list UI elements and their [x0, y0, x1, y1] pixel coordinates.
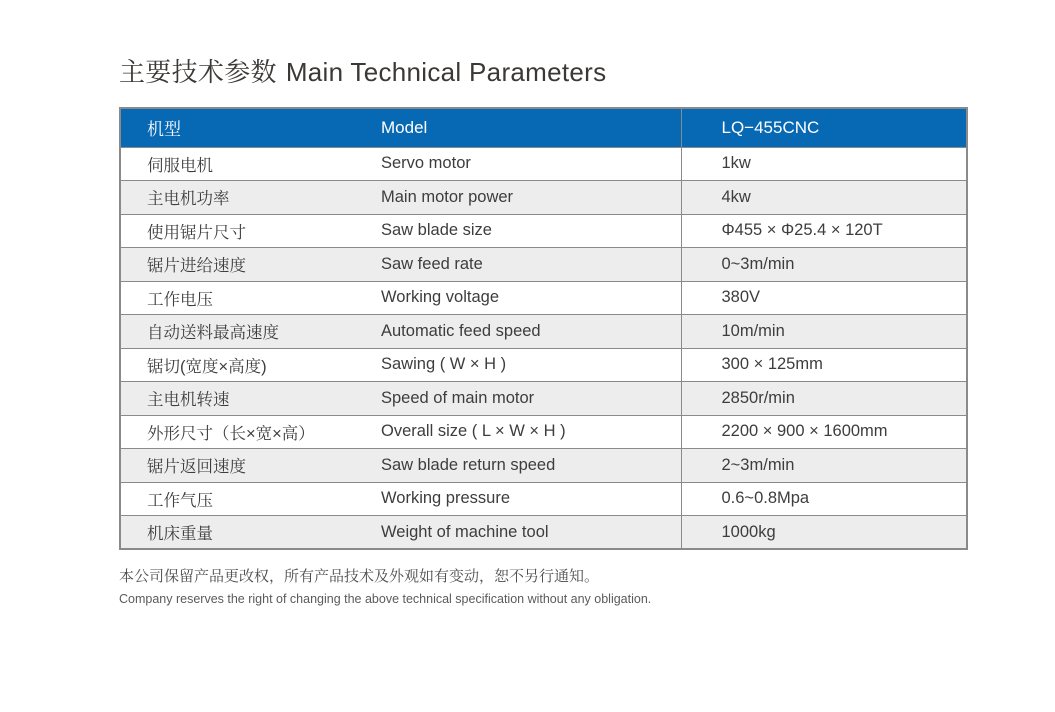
table-row	[120, 382, 967, 416]
param-value: Φ455 × Φ25.4 × 120T	[681, 214, 967, 248]
page-title-en: Main Technical Parameters	[285, 57, 607, 87]
page-title-zh: 主要技术参数	[119, 57, 277, 87]
param-name-en: Weight of machine tool	[381, 516, 681, 550]
table-header-row	[120, 108, 967, 147]
table-row	[120, 415, 967, 449]
param-value: 10m/min	[681, 315, 967, 349]
table-row	[120, 181, 967, 215]
param-name-en: Main motor power	[381, 181, 681, 215]
param-name-zh: 机床重量	[120, 516, 381, 550]
disclaimer-zh: 本公司保留产品更改权，所有产品技术及外观如有变动，恕不另行通知。	[119, 568, 600, 585]
param-name-zh: 锯切(宽度×高度)	[120, 348, 381, 382]
param-name-zh: 使用锯片尺寸	[120, 214, 381, 248]
param-name-zh: 主电机转速	[120, 382, 381, 416]
param-name-en: Overall size ( L × W × H )	[381, 415, 681, 449]
table-row	[120, 516, 967, 550]
param-value: 2850r/min	[681, 382, 967, 416]
param-name-zh: 伺服电机	[120, 147, 381, 181]
header-model-value: LQ−455CNC	[681, 108, 967, 147]
param-name-en: Saw feed rate	[381, 248, 681, 282]
table-row	[120, 147, 967, 181]
param-value: 300 × 125mm	[681, 348, 967, 382]
table-row	[120, 482, 967, 516]
param-value: 0.6~0.8Mpa	[681, 482, 967, 516]
header-label-zh: 机型	[120, 108, 381, 147]
param-value: 4kw	[681, 181, 967, 215]
param-value: 1kw	[681, 147, 967, 181]
param-name-zh: 锯片进给速度	[120, 248, 381, 282]
param-name-en: Servo motor	[381, 147, 681, 181]
disclaimer-en: Company reserves the right of changing the above technical specification without any obligation.	[119, 592, 652, 606]
param-value: 2200 × 900 × 1600mm	[681, 415, 967, 449]
table-row	[120, 315, 967, 349]
disclaimer	[119, 566, 651, 608]
param-name-zh: 工作电压	[120, 281, 381, 315]
table-row	[120, 214, 967, 248]
param-name-en: Working voltage	[381, 281, 681, 315]
param-name-zh: 自动送料最高速度	[120, 315, 381, 349]
param-value: 0~3m/min	[681, 248, 967, 282]
table-row	[120, 348, 967, 382]
table-row	[120, 449, 967, 483]
parameters-table	[119, 107, 968, 550]
param-name-zh: 锯片返回速度	[120, 449, 381, 483]
param-name-en: Automatic feed speed	[381, 315, 681, 349]
param-name-zh: 主电机功率	[120, 181, 381, 215]
param-name-en: Working pressure	[381, 482, 681, 516]
param-name-en: Saw blade size	[381, 214, 681, 248]
param-value: 2~3m/min	[681, 449, 967, 483]
header-label-en: Model	[381, 108, 681, 147]
param-name-zh: 外形尺寸（长×宽×高）	[120, 415, 381, 449]
param-name-en: Saw blade return speed	[381, 449, 681, 483]
param-value: 1000kg	[681, 516, 967, 550]
table-row	[120, 281, 967, 315]
param-value: 380V	[681, 281, 967, 315]
param-name-en: Sawing ( W × H )	[381, 348, 681, 382]
page-title	[119, 52, 606, 89]
param-name-zh: 工作气压	[120, 482, 381, 516]
param-name-en: Speed of main motor	[381, 382, 681, 416]
table-row	[120, 248, 967, 282]
